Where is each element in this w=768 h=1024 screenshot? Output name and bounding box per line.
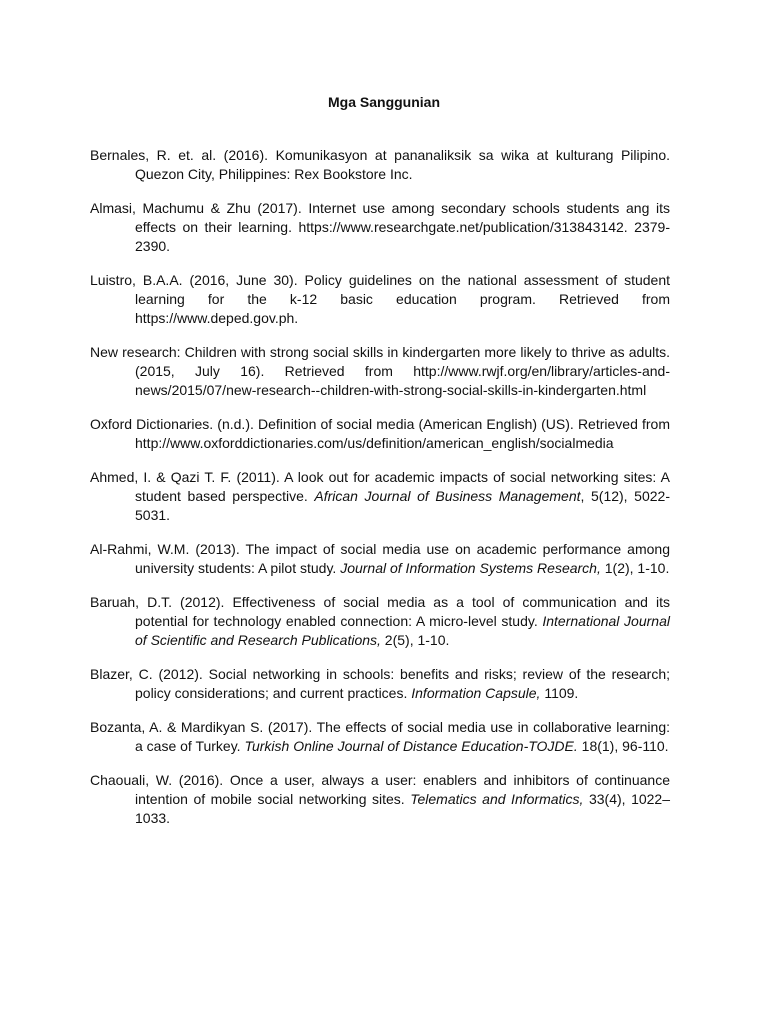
reference-journal: Information Capsule, [411,685,541,701]
page-title: Mga Sanggunian [328,94,440,110]
reference-text: Ahmed, I. & Qazi T. F. (2011). A look out for academic impacts of social networking sites: A student based perspective. [90,469,670,504]
reference-text: Oxford Dictionaries. (n.d.). Definition of social media (American English) (US). Retrieved from http://www.oxforddictionaries.com/us/definition/american_english/socialmedia [90,416,670,451]
reference-details: 2(5), 1-10. [380,632,450,648]
reference-entry [90,146,670,184]
reference-entry [90,593,670,650]
reference-details: 1109. [540,685,579,701]
reference-journal: African Journal of Business Management [314,488,581,504]
reference-entry [90,468,670,525]
reference-journal: Journal of Information Systems Research, [340,560,601,576]
reference-text: New research: Children with strong social skills in kindergarten more likely to thrive as adults. (2015, July 16). Retrieved from http://www.rwjf.org/en/library/articles-and-news/2015/07/new-research--children-with-strong-social-skills-in-kindergarten.html [90,344,670,398]
reference-journal: Telematics and Informatics, [410,791,584,807]
reference-entry [90,415,670,453]
reference-list [90,146,670,843]
reference-entry [90,343,670,400]
reference-entry [90,665,670,703]
reference-journal: Turkish Online Journal of Distance Education-TOJDE. [244,738,578,754]
reference-text: Bozanta, A. & Mardikyan S. (2017). The effects of social media use in collaborative learning: a case of Turkey. [90,719,670,754]
reference-text: Luistro, B.A.A. (2016, June 30). Policy guidelines on the national assessment of student learning for the k-12 basic education program. Retrieved from https://www.deped.gov.ph. [90,272,670,326]
reference-text: Baruah, D.T. (2012). Effectiveness of social media as a tool of communication and its potential for technology enabled connection: A micro-level study. [90,594,670,629]
reference-details: 1(2), 1-10. [600,560,670,576]
reference-details: 18(1), 96-110. [577,738,669,754]
reference-text: Bernales, R. et. al. (2016). Komunikasyon at pananaliksik sa wika at kulturang Pilipino. Quezon City, Philippines: Rex Bookstore Inc. [90,147,670,182]
reference-text: Chaouali, W. (2016). Once a user, always a user: enablers and inhibitors of continuance intention of mobile social networking sites. [90,772,670,807]
reference-entry [90,771,670,828]
reference-details: , 5(12), 5022-5031. [135,488,670,523]
reference-text: Blazer, C. (2012). Social networking in schools: benefits and risks; review of the research; policy considerations; and current practices. [90,666,670,701]
reference-entry [90,540,670,578]
reference-entry [90,199,670,256]
reference-journal: International Journal of Scientific and Research Publications, [135,613,670,648]
reference-entry [90,718,670,756]
reference-entry [90,271,670,328]
reference-text: Al-Rahmi, W.M. (2013). The impact of social media use on academic performance among university students: A pilot study. [90,541,670,576]
reference-text: Almasi, Machumu & Zhu (2017). Internet use among secondary schools students ang its effects on their learning. https://www.researchgate.net/publication/313843142. 2379-2390. [90,200,670,254]
reference-details: 33(4), 1022–1033. [135,791,670,826]
